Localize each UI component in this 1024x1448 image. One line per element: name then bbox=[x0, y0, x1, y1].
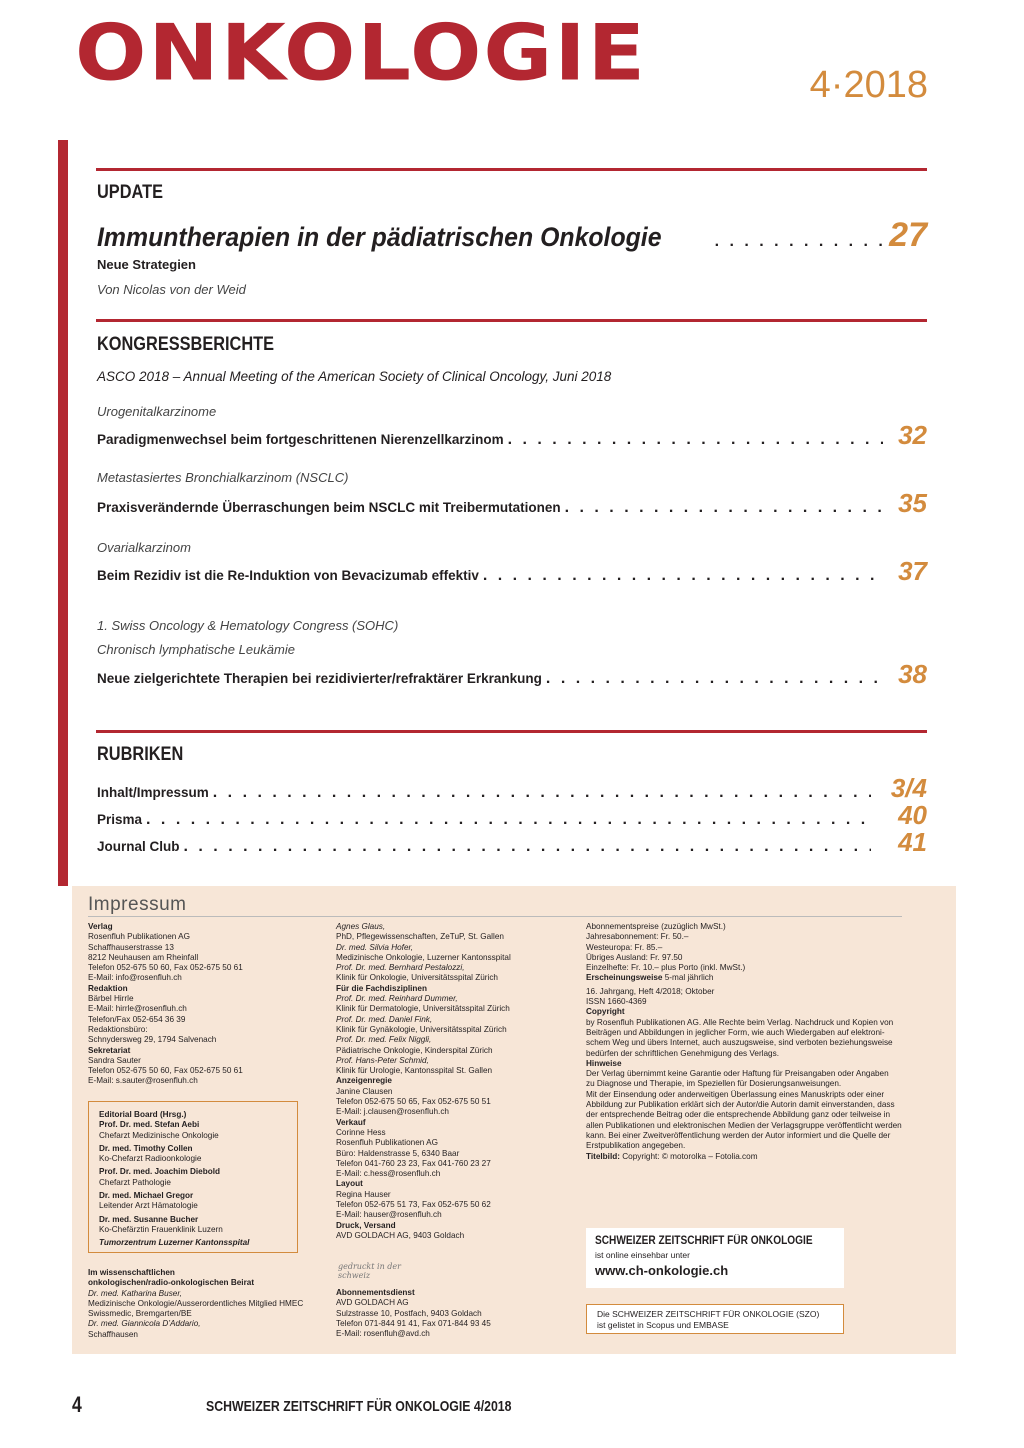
toc-entry-title: Paradigmenwechsel beim fortgeschrittenen Nierenzellkarzinom bbox=[97, 432, 504, 447]
impressum-line: Titelbild: Copyright: © motorolka – Fotolia.com bbox=[586, 1151, 758, 1161]
impressum-heading: Prof. Dr. med. Stefan Aebi bbox=[99, 1120, 200, 1130]
toc-page-number: 37 bbox=[898, 556, 927, 586]
impressum-line: 16. Jahrgang, Heft 4/2018; Oktober bbox=[586, 986, 715, 996]
toc-leader-dots bbox=[508, 431, 883, 449]
toc-entry-title: Neue zielgerichtete Therapien bei rezidivierter/refraktärer Erkrankung bbox=[97, 671, 542, 686]
impressum-line: ISSN 1660-4369 bbox=[586, 997, 647, 1007]
toc-entry-article[interactable] bbox=[97, 659, 927, 690]
impressum-line: Chefarzt Pathologie bbox=[99, 1177, 171, 1187]
impressum-line: AVD GOLDACH AG bbox=[336, 1298, 409, 1308]
impressum-line: Agnes Glaus, bbox=[336, 922, 386, 931]
impressum-line: E-Mail: hauser@rosenfluh.ch bbox=[336, 1210, 442, 1220]
impressum-heading: Im wissenschaftlichen bbox=[88, 1268, 175, 1277]
indexing-note-box bbox=[586, 1304, 844, 1334]
impressum-heading: Editorial Board (Hrsg.) bbox=[99, 1110, 187, 1119]
section-divider bbox=[96, 168, 927, 171]
impressum-column-terms bbox=[586, 922, 916, 1162]
impressum-line: Prof. Hans-Peter Schmid, bbox=[336, 1055, 429, 1065]
impressum-heading: Dr. med. Timothy Collen bbox=[99, 1143, 193, 1153]
impressum-line: Medizinische Onkologie/Ausserordentliches Mitglied HMEC bbox=[88, 1298, 304, 1308]
impressum-line: Schaffhauserstrasse 13 bbox=[88, 942, 174, 952]
impressum-line: zu Diagnose und Therapie, im Speziellen für Dosierungsanweisungen. bbox=[586, 1079, 842, 1089]
impressum-line: E-Mail: c.hess@rosenfluh.ch bbox=[336, 1169, 441, 1179]
impressum-line: Redaktionsbüro: bbox=[88, 1024, 148, 1034]
impressum-heading: onkologischen/radio-onkologischen Beirat bbox=[88, 1278, 255, 1288]
impressum-line: Regina Hauser bbox=[336, 1189, 391, 1199]
impressum-line: Telefon 041-760 23 23, Fax 041-760 23 27 bbox=[336, 1158, 491, 1168]
journal-name: SCHWEIZER ZEITSCHRIFT FÜR ONKOLOGIE bbox=[595, 1235, 813, 1247]
impressum-line: Abonnementspreise (zuzüglich MwSt.) bbox=[586, 922, 726, 931]
impressum-title: Impressum bbox=[88, 894, 187, 915]
impressum-heading: Verkauf bbox=[336, 1117, 366, 1127]
impressum-line: E-Mail: rosenfluh@avd.ch bbox=[336, 1329, 430, 1339]
impressum-line: Prof. Dr. med. Felix Niggli, bbox=[336, 1035, 432, 1045]
congress-name: 1. Swiss Oncology & Hematology Congress (SOHC) bbox=[97, 618, 399, 633]
impressum-line: E-Mail: info@rosenfluh.ch bbox=[88, 973, 182, 983]
impressum-line: Schaffhausen bbox=[88, 1329, 138, 1339]
impressum-line: Rosenfluh Publikationen AG bbox=[88, 932, 190, 942]
impressum-heading: Redaktion bbox=[88, 983, 128, 993]
impressum-line: Büro: Haldenstrasse 5, 6340 Baar bbox=[336, 1148, 460, 1158]
article-category: Metastasiertes Bronchialkarzinom (NSCLC) bbox=[97, 470, 349, 485]
toc-entry-title: Immuntherapien in der pädiatrischen Onkologie bbox=[97, 222, 662, 252]
impressum-line: Rosenfluh Publikationen AG bbox=[336, 1138, 438, 1148]
impressum-line: Einzelhefte: Fr. 10.– plus Porto (inkl. MwSt.) bbox=[586, 963, 746, 973]
impressum-line: E-Mail: hirrle@rosenfluh.ch bbox=[88, 1004, 187, 1014]
impressum-line: Janine Clausen bbox=[336, 1086, 393, 1096]
section-heading-update: UPDATE bbox=[97, 182, 163, 203]
impressum-heading: Layout bbox=[336, 1179, 363, 1189]
impressum-heading: Dr. med. Susanne Bucher bbox=[99, 1214, 199, 1224]
impressum-line: Pädiatrische Onkologie, Kinderspital Zürich bbox=[336, 1045, 493, 1055]
impressum-line: schem Weg und übers Internet, auch auszugsweise, sind verboten beziehungsweise bbox=[586, 1038, 893, 1048]
toc-entry-title: Journal Club bbox=[97, 839, 180, 854]
impressum-line: Dr. med. Katharina Buser, bbox=[88, 1288, 182, 1298]
issue-number: 4·2018 bbox=[809, 64, 928, 106]
impressum-line: Klinik für Onkologie, Universitätsspital Zürich bbox=[336, 973, 498, 983]
section-divider bbox=[96, 319, 927, 322]
impressum-line: Telefon 071-844 91 41, Fax 071-844 93 45 bbox=[336, 1318, 491, 1328]
impressum-line: AVD GOLDACH AG, 9403 Goldach bbox=[336, 1230, 465, 1240]
impressum-line: Prof. Dr. med. Daniel Fink, bbox=[336, 1014, 433, 1024]
toc-leader-dots bbox=[546, 670, 883, 688]
toc-entry-update[interactable] bbox=[97, 216, 927, 255]
impressum-heading: Anzeigenregie bbox=[336, 1076, 392, 1086]
impressum-line: kann. Bei einer Zweitveröffentlichung werden der Autor informiert und die Quelle der bbox=[586, 1130, 891, 1140]
impressum-line: Tumorzentrum Luzerner Kantonsspital bbox=[99, 1238, 250, 1248]
article-subtitle: Neue Strategien bbox=[97, 257, 196, 272]
toc-page-number: 3/4 bbox=[890, 773, 927, 803]
toc-leader-dots bbox=[184, 838, 871, 856]
toc-page-number: 32 bbox=[898, 420, 927, 450]
impressum-line: Übriges Ausland: Fr. 97.50 bbox=[586, 952, 683, 962]
toc-page-number: 38 bbox=[898, 659, 927, 689]
impressum-line: E-Mail: j.clausen@rosenfluh.ch bbox=[336, 1107, 449, 1117]
toc-entry-title: Beim Rezidiv ist die Re-Induktion von Bevacizumab effektiv bbox=[97, 568, 479, 583]
impressum-heading: Hinweise bbox=[586, 1058, 622, 1068]
impressum-line: allen Publikationen und elektronischen Medien der Verlagsgruppe veröffentlicht werden bbox=[586, 1120, 902, 1130]
impressum-line: Swissmedic, Bremgarten/BE bbox=[88, 1309, 192, 1319]
impressum-heading: Prof. Dr. med. Joachim Diebold bbox=[99, 1167, 221, 1177]
impressum-line: Ko-Chefarzt Radioonkologie bbox=[99, 1154, 202, 1164]
kongress-intro: ASCO 2018 – Annual Meeting of the American Society of Clinical Oncology, Juni 2018 bbox=[97, 369, 612, 384]
toc-page-number: 27 bbox=[889, 216, 927, 254]
impressum-column-publisher bbox=[88, 922, 328, 1087]
toc-entry-article[interactable] bbox=[97, 420, 927, 451]
indexing-line-2: ist gelistet in Scopus und EMBASE bbox=[597, 1320, 729, 1330]
impressum-line: Klinik für Urologie, Kantonsspital St. Gallen bbox=[336, 1066, 493, 1076]
toc-entry-title: Praxisverändernde Überraschungen beim NSCLC mit Treibermutationen bbox=[97, 500, 561, 515]
section-heading-kongress: KONGRESSBERICHTE bbox=[97, 334, 275, 355]
running-footer: SCHWEIZER ZEITSCHRIFT FÜR ONKOLOGIE 4/2018 bbox=[206, 1398, 512, 1415]
impressum-heading: Verlag bbox=[88, 922, 113, 931]
impressum-line: Bärbel Hirrle bbox=[88, 994, 134, 1004]
impressum-heading: Druck, Versand bbox=[336, 1220, 396, 1230]
impressum-line: by Rosenfluh Publikationen AG. Alle Rechte beim Verlag. Nachdruck und Kopien von bbox=[586, 1017, 894, 1027]
impressum-line: Beiträgen und Abbildungen in jeglicher Form, wie auch Wiedergaben auf elektroni- bbox=[586, 1027, 885, 1037]
section-heading-rubriken: RUBRIKEN bbox=[97, 744, 184, 765]
toc-page-number: 40 bbox=[898, 800, 927, 830]
impressum-line: Dr. med. Silvia Hofer, bbox=[336, 942, 414, 952]
impressum-line: Medizinische Onkologie, Luzerner Kantonsspital bbox=[336, 952, 511, 962]
toc-page-number: 35 bbox=[898, 488, 927, 518]
indexing-line-1: Die SCHWEIZER ZEITSCHRIFT FÜR ONKOLOGIE (SZO) bbox=[597, 1309, 820, 1319]
impressum-line: Klinik für Gynäkologie, Universitätsspital Zürich bbox=[336, 1024, 507, 1034]
journal-website-link[interactable]: www.ch-onkologie.ch bbox=[595, 1263, 729, 1278]
impressum-line: Erstpublikation angegeben. bbox=[586, 1141, 686, 1151]
impressum-line: Telefon 052-675 50 60, Fax 052-675 50 61 bbox=[88, 963, 243, 973]
impressum-column-staff bbox=[336, 922, 576, 1241]
impressum-line: bedürfen der schriftlichen Genehmigung des Verlags. bbox=[586, 1048, 779, 1058]
impressum-line: Sulzstrasse 10, Postfach, 9403 Goldach bbox=[336, 1308, 482, 1318]
impressum-line: PhD, Pflegewissenschaften, ZeTuP, St. Gallen bbox=[336, 932, 504, 942]
impressum-line: Ko-Chefärztin Frauenklinik Luzern bbox=[99, 1224, 223, 1234]
impressum-line: Westeuropa: Fr. 85.– bbox=[586, 942, 663, 952]
impressum-line: Der Verlag übernimmt keine Garantie oder Haftung für Preisangaben oder Angaben bbox=[586, 1069, 889, 1079]
impressum-line: Chefarzt Medizinische Onkologie bbox=[99, 1130, 219, 1140]
impressum-line: Telefon 052-675 51 73, Fax 052-675 50 62 bbox=[336, 1200, 491, 1210]
impressum-line: Abbildung zur Publikation erklärt sich der Autor/die Autorin damit einverstanden, dass bbox=[586, 1100, 895, 1110]
editorial-board-box bbox=[88, 1101, 298, 1253]
page-number: 4 bbox=[72, 1392, 82, 1417]
article-author: Von Nicolas von der Weid bbox=[97, 282, 246, 297]
impressum-line: Mit der Einsendung oder anderweitigen Überlassung eines Manuskripts oder einer bbox=[586, 1089, 885, 1099]
impressum-line: E-Mail: s.sauter@rosenfluh.ch bbox=[88, 1076, 198, 1086]
article-category: Chronisch lymphatische Leukämie bbox=[97, 642, 295, 657]
toc-leader-dots bbox=[483, 567, 883, 585]
impressum-line: Leitender Arzt Hämatologie bbox=[99, 1201, 198, 1211]
article-category: Urogenitalkarzinome bbox=[97, 404, 217, 419]
impressum-line: Corinne Hess bbox=[336, 1127, 386, 1137]
impressum-line: Telefon 052-675 50 60, Fax 052-675 50 61 bbox=[88, 1066, 243, 1076]
article-category: Ovarialkarzinom bbox=[97, 540, 191, 555]
impressum-line: Dr. med. Giannicola D’Addario, bbox=[88, 1319, 201, 1329]
impressum-line: Prof. Dr. med. Bernhard Pestalozzi, bbox=[336, 963, 465, 973]
impressum-line: Schnydersweg 29, 1794 Salvenach bbox=[88, 1035, 217, 1045]
impressum-column-subscription bbox=[336, 1288, 576, 1339]
impressum-line: Jahresabonnement: Fr. 50.– bbox=[586, 932, 689, 942]
section-divider bbox=[96, 730, 927, 733]
impressum-heading: Copyright bbox=[586, 1007, 625, 1017]
impressum-divider bbox=[88, 916, 902, 917]
printed-in-switzerland-logo: gedruckt in der schweiz bbox=[338, 1262, 401, 1280]
impressum-heading: Dr. med. Michael Gregor bbox=[99, 1191, 194, 1201]
impressum-line: Sandra Sauter bbox=[88, 1055, 141, 1065]
toc-entry-rubrik[interactable] bbox=[97, 827, 927, 858]
journal-online-box bbox=[586, 1228, 844, 1288]
impressum-line: der entsprechende Beitrag oder die entsprechende Abbildung ganz oder teilweise in bbox=[586, 1110, 891, 1120]
left-accent-bar bbox=[58, 140, 68, 886]
toc-leader-dots bbox=[565, 499, 883, 517]
toc-entry-title: Prisma bbox=[97, 812, 143, 827]
impressum-heading: Sekretariat bbox=[88, 1045, 131, 1055]
online-note: ist online einsehbar unter bbox=[595, 1250, 690, 1260]
impressum-column-advisory bbox=[88, 1268, 333, 1340]
impressum-line: Erscheinungsweise 5-mal jährlich bbox=[586, 973, 714, 983]
toc-leader-dots bbox=[715, 233, 883, 251]
masthead-title: ONKOLOGIE bbox=[75, 7, 647, 98]
toc-entry-title: Inhalt/Impressum bbox=[97, 785, 209, 800]
toc-page-number: 41 bbox=[898, 827, 927, 857]
toc-entry-article[interactable] bbox=[97, 556, 927, 587]
impressum-line: Klinik für Dermatologie, Universitätsspital Zürich bbox=[336, 1004, 510, 1014]
impressum-line: Telefon 052-675 50 65, Fax 052-675 50 51 bbox=[336, 1097, 491, 1107]
impressum-heading: Abonnementsdienst bbox=[336, 1288, 415, 1297]
toc-entry-article[interactable] bbox=[97, 488, 927, 519]
impressum-line: 8212 Neuhausen am Rheinfall bbox=[88, 952, 199, 962]
impressum-line: Prof. Dr. med. Reinhard Dummer, bbox=[336, 994, 458, 1004]
impressum-heading: Für die Fachdisziplinen bbox=[336, 983, 427, 993]
impressum-line: Telefon/Fax 052-654 36 39 bbox=[88, 1014, 186, 1024]
